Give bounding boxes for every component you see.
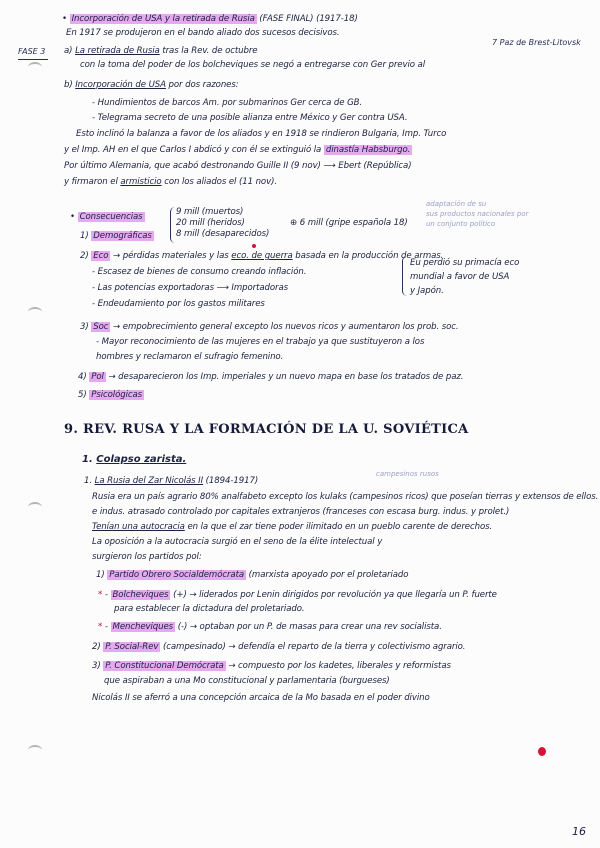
line-05: b) Incorporación de USA por dos razones: <box>64 80 239 90</box>
line-25: 3) Soc → empobrecimiento general excepto los nuevos ricos y aumentaron los prob. soc. <box>80 322 459 332</box>
line-16: 8 mill (desaparecidos) <box>176 229 270 239</box>
line-09: y el Imp. AH en el que Carlos I abdicó y con él se extinguió la dinastía Habsburgo. <box>64 145 411 155</box>
line-08: Esto inclinó la balanza a favor de los aliados y en 1918 se rindieron Bulgaria, Imp. Turco <box>76 129 447 139</box>
line-34: La oposición a la autocracia surgió en el seno de la élite intelectual y <box>92 537 383 547</box>
line-27: hombres y reclamaron el sufragio femenino. <box>96 352 284 362</box>
line-38: para establecer la dictadura del proletariado. <box>114 604 305 614</box>
line-19: - Escasez de bienes de consumo creando inflación. <box>92 267 307 277</box>
line-29: 5) Psicológicas <box>78 390 143 400</box>
line-40: 2) P. Social-Rev (campesinado) → defendía el reparto de la tierra y colectivismo agrario. <box>92 642 466 652</box>
brace-bracket <box>170 207 175 243</box>
faint-note-4: campesinos rusos <box>376 470 439 478</box>
faint-note-3: un conjunto político <box>426 220 496 228</box>
line-07: - Telegrama secreto de una posible alianza entre México y Ger contra USA. <box>92 113 408 123</box>
line-20: - Las potencias exportadoras ⟶ Importadoras <box>92 283 289 293</box>
line-43: Nicolás II se aferró a una concepción arcaica de la Mo basada en el poder divino <box>92 693 430 703</box>
red-asterisk-mark <box>252 244 256 248</box>
line-22: Eu perdió su primacía eco <box>410 258 520 268</box>
line-24: y Japón. <box>410 286 444 296</box>
line-23: mundial a favor de USA <box>410 272 510 282</box>
line-13: 1) Demográficas <box>80 231 152 241</box>
line-03: a) La retirada de Rusia tras la Rev. de octubre <box>64 46 258 56</box>
highlight-topic: Incorporación de USA y la retirada de Rusia <box>71 14 255 24</box>
line-42: que aspiraban a una Mo constitucional y parlamentaria (burgueses) <box>104 676 390 686</box>
page-number: 16 <box>572 825 586 838</box>
line-28: 4) Pol → desaparecieron los Imp. imperiales y un nuevo mapa en base los tratados de paz. <box>78 372 464 382</box>
margin-note-fase: FASE 3 <box>18 47 46 56</box>
faint-note-1: adaptación de su <box>426 200 487 208</box>
line-33: Tenían una autocracia en la que el zar tiene poder ilimitado en un pueblo carente de derechos. <box>92 522 493 532</box>
margin-underline <box>18 59 48 60</box>
line-32: e indus. atrasado controlado por capitales extranjeros (franceses con escasa burg. indus. y prolet.) <box>92 507 510 517</box>
punch-hole-mark <box>28 307 42 317</box>
line-02: En 1917 se produjeron en el bando aliado dos sucesos decisivos. <box>66 28 340 38</box>
punch-hole-mark <box>28 62 42 72</box>
side-note-brest: 7 Paz de Brest-Litovsk <box>492 38 581 47</box>
punch-hole-mark <box>28 745 42 755</box>
line-36: 1) Partido Obrero Socialdemócrata (marxista apoyado por el proletariado <box>96 570 409 580</box>
punch-hole-mark <box>28 502 42 512</box>
line-41: 3) P. Constitucional Demócrata → compuesto por los kadetes, liberales y reformistas <box>92 661 451 671</box>
line-01 <box>62 14 358 25</box>
line-15: 20 mill (heridos) <box>176 218 245 228</box>
bullet: • <box>62 14 67 24</box>
line-12: • Consecuencias <box>70 212 143 222</box>
line-30: 1. La Rusia del Zar Nicolás II (1894-1917) <box>84 476 259 486</box>
line-18: 2) Eco → pérdidas materiales y las eco. de guerra basada en la producción de armas. <box>80 251 444 261</box>
line-11: y firmaron el armisticio con los aliados el (11 nov). <box>64 177 277 187</box>
line-06: - Hundimientos de barcos Am. por submarinos Ger cerca de GB. <box>92 98 363 108</box>
line-39: * - Mencheviques (-) → optaban por un P. de masas para crear una rev socialista. <box>98 622 442 632</box>
brace-bracket <box>402 256 407 296</box>
section-title: 9. REV. RUSA Y LA FORMACIÓN DE LA U. SOVIÉTICA <box>64 422 469 437</box>
subsection-title: 1. Colapso zarista. <box>82 454 187 465</box>
red-ink-dot <box>538 747 546 756</box>
line-14: 9 mill (muertos) <box>176 207 244 217</box>
line-10: Por último Alemania, que acabó destronando Guille II (9 nov) ⟶ Ebert (República) <box>64 161 412 171</box>
line-31: Rusia era un país agrario 80% analfabeto excepto los kulaks (campesinos ricos) que poseían tierras y extensos de ellos. <box>92 492 599 502</box>
line-37: * - Bolcheviques (+) → liderados por Lenin dirigidos por revolución ya que llegaría un P. fuerte <box>98 590 497 600</box>
line-35: surgieron los partidos pol: <box>92 552 202 562</box>
line-17: ⊕ 6 mill (gripe española 18) <box>290 218 408 228</box>
line-04: con la toma del poder de los bolcheviques se negó a entregarse con Ger previo al <box>80 60 425 70</box>
line-text: (FASE FINAL) (1917-18) <box>259 14 358 24</box>
faint-note-2: sus productos nacionales por <box>426 210 529 218</box>
line-21: - Endeudamiento por los gastos militares <box>92 299 265 309</box>
line-26: - Mayor reconocimiento de las mujeres en el trabajo ya que sustituyeron a los <box>96 337 425 347</box>
